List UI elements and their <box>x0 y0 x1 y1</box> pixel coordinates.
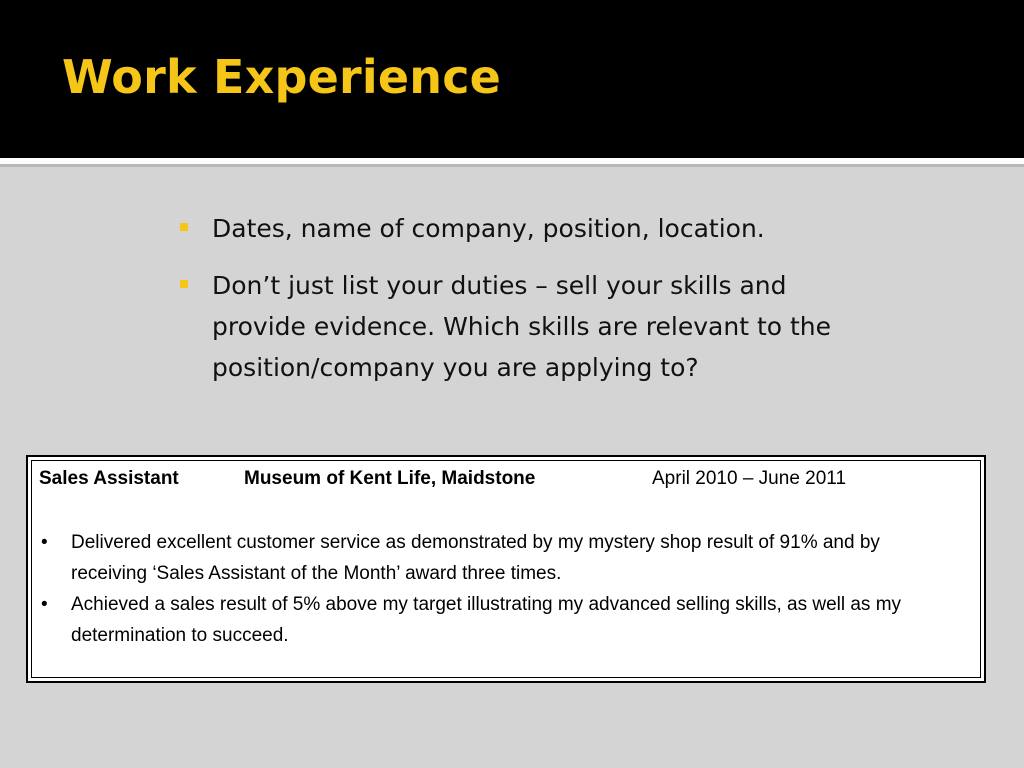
bullet-list <box>178 208 878 404</box>
achievement-item <box>39 527 959 589</box>
slide-title: Work Experience <box>62 50 502 104</box>
bullet-dot-icon: • <box>41 594 48 615</box>
bullet-item <box>178 265 878 388</box>
employer: Museum of Kent Life, Maidstone <box>244 468 536 489</box>
achievement-text: Delivered excellent customer service as demonstrated by my mystery shop result of 91% and by receiving ‘Sales Assistant of the Month’ award three times. <box>71 532 880 584</box>
bullet-text: Dates, name of company, position, location. <box>212 214 765 243</box>
achievement-item <box>39 589 959 651</box>
square-bullet-icon <box>180 280 188 288</box>
square-bullet-icon <box>180 223 188 231</box>
bullet-text: Don’t just list your duties – sell your skills and provide evidence. Which skills are relevant to the position/company you are applying to? <box>212 271 832 382</box>
bullet-item <box>178 208 878 249</box>
example-entry-box <box>26 455 986 683</box>
achievement-list <box>39 527 959 651</box>
bullet-dot-icon: • <box>41 532 48 553</box>
employment-dates: April 2010 – June 2011 <box>652 468 847 489</box>
achievement-text: Achieved a sales result of 5% above my target illustrating my advanced selling skills, as well as my determination to succeed. <box>71 594 902 646</box>
title-divider-shadow <box>0 164 1024 167</box>
job-title: Sales Assistant <box>39 468 179 489</box>
